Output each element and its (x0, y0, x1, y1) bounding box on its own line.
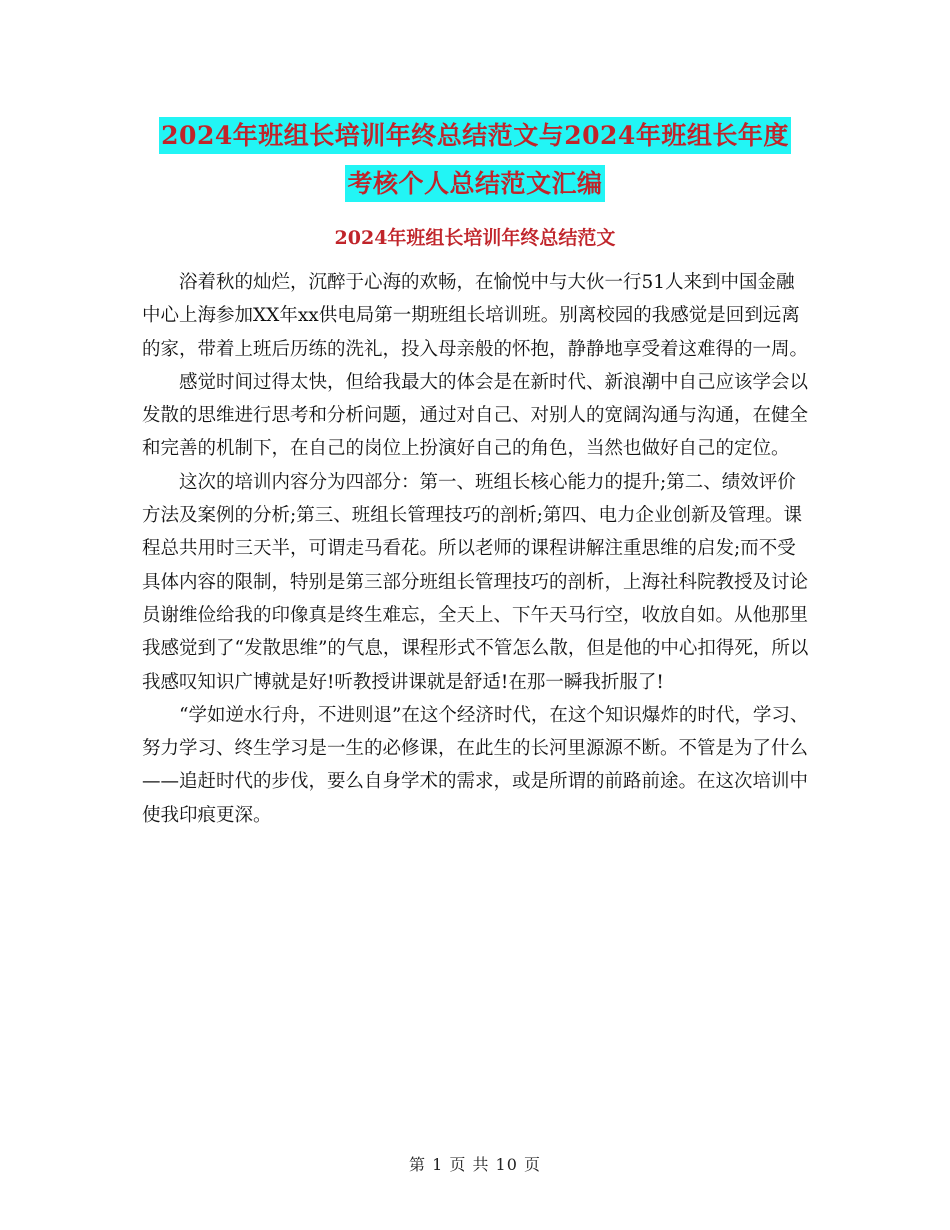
body-text (142, 266, 810, 832)
title-text-1: 2024年班组长培训年终总结范文与2024年班组长年度 (159, 117, 791, 154)
title-line-2 (0, 160, 950, 208)
paragraph-4: “学如逆水行舟，不进则退”在这个经济时代，在这个知识爆炸的时代，学习、努力学习、终生学习是一生的必修课，在此生的长河里源源不断。不管是为了什么——追赶时代的步伐，要么自身学术的需求，或是所谓的前路前途。在这次培训中使我印痕更深。 (142, 704, 809, 826)
section-heading: 2024年班组长培训年终总结范文 (334, 227, 616, 249)
paragraph-1: 浴着秋的灿烂，沉醉于心海的欢畅，在愉悦中与大伙一行51人来到中国金融中心上海参加XX年xx供电局第一期班组长培训班。别离校园的我感觉是回到远离的家，带着上班后历练的洗礼，投入母亲般的怀抱，静静地享受着这难得的一周。 (142, 272, 809, 360)
title-line-1 (0, 112, 950, 160)
title-text-2: 考核个人总结范文汇编 (345, 165, 604, 202)
document-title (0, 112, 950, 208)
paragraph-3: 这次的培训内容分为四部分：第一、班组长核心能力的提升;第二、绩效评价方法及案例的分析;第三、班组长管理技巧的剖析;第四、电力企业创新及管理。课程总共用时三天半，可谓走马看花。所以老师的课程讲解注重思维的启发;而不受具体内容的限制，特别是第三部分班组长管理技巧的剖析，上海社科院教授及讨论员谢维俭给我的印像真是终生难忘，全天上、下午天马行空，收放自如。从他那里我感觉到了“发散思维”的气息，课程形式不管怎么散，但是他的中心扣得死，所以我感叹知识广博就是好!听教授讲课就是舒适!在那一瞬我折服了! (142, 471, 809, 693)
page-footer: 第 1 页 共 10 页 (409, 1155, 541, 1174)
paragraph-2: 感觉时间过得太快，但给我最大的体会是在新时代、新浪潮中自己应该学会以发散的思维进行思考和分析问题，通过对自己、对别人的宽阔沟通与沟通，在健全和完善的机制下，在自己的岗位上扮演好自己的角色，当然也做好自己的定位。 (142, 371, 809, 460)
